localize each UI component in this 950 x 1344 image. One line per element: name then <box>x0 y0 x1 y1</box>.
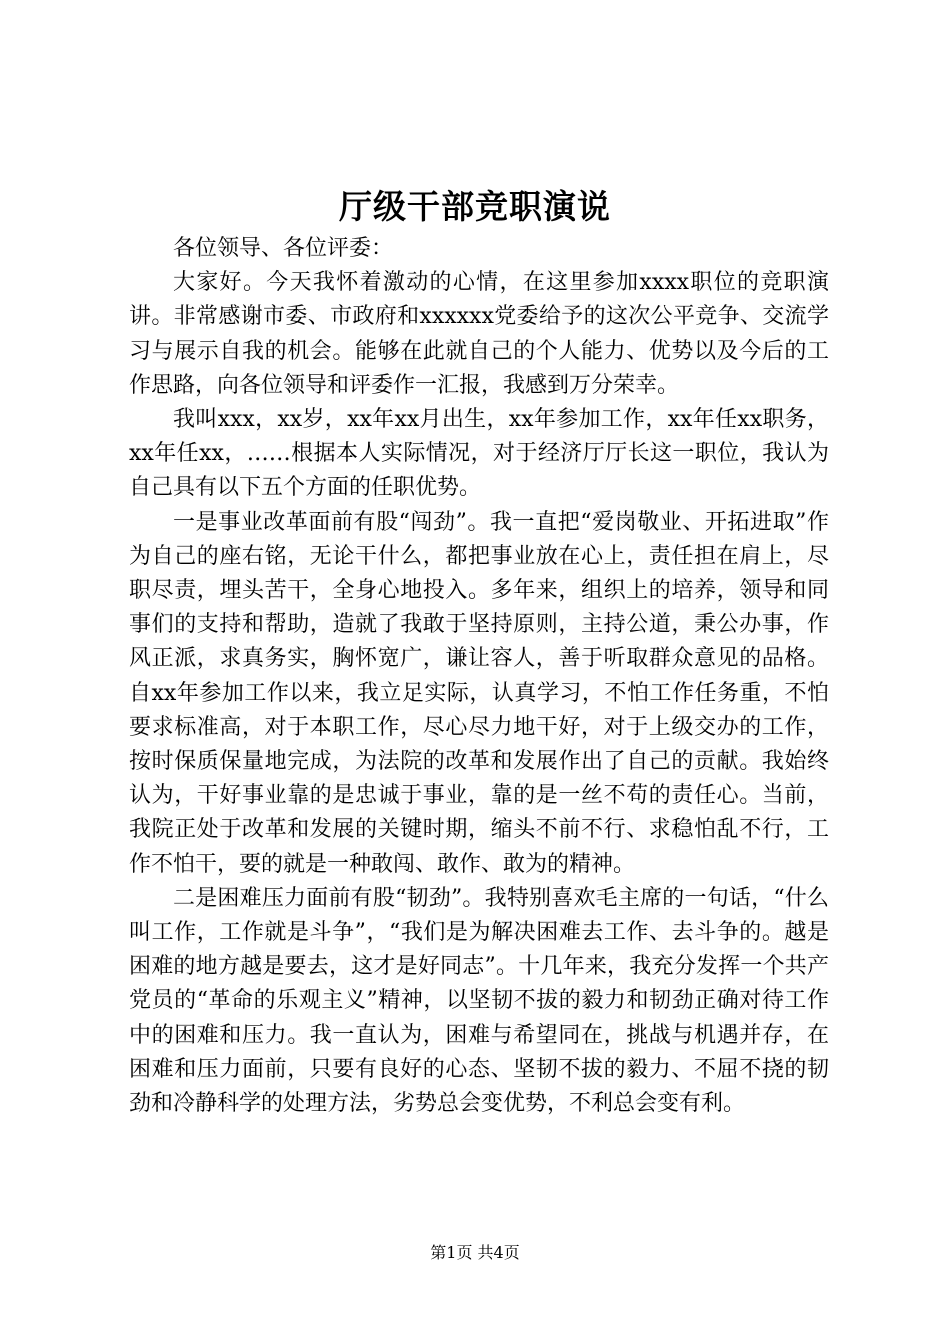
body-paragraph: 我叫xxx，xx岁，xx年xx月出生，xx年参加工作，xx年任xx职务，xx年任xx，……根据本人实际情况，对于经济厅厅长这一职位，我认为自己具有以下五个方面的任职优势。 <box>129 407 829 501</box>
document-body <box>129 232 829 1121</box>
document-title: 厅级干部竞职演说 <box>339 187 611 226</box>
body-paragraph: 大家好。今天我怀着激动的心情，在这里参加xxxx职位的竞职演讲。非常感谢市委、市政府和xxxxxx党委给予的这次公平竞争、交流学习与展示自我的机会。能够在此就自己的个人能力、优势以及今后的工作思路，向各位领导和评委作一汇报，我感到万分荣幸。 <box>129 270 829 398</box>
salutation-paragraph: 各位领导、各位评委： <box>173 236 394 261</box>
page-footer: 第1页 共4页 <box>430 1243 520 1262</box>
body-paragraph: 二是困难压力面前有股“韧劲”。我特别喜欢毛主席的一句话，“什么叫工作，工作就是斗争”，“我们是为解决困难去工作、去斗争的。越是困难的地方越是要去，这才是好同志”。十几年来，我充分发挥一个共产党员的“革命的乐观主义”精神，以坚韧不拔的毅力和韧劲正确对待工作中的困难和压力。我一直认为，困难与希望同在，挑战与机遇并存，在困难和压力面前，只要有良好的心态、坚韧不拔的毅力、不屈不挠的韧劲和冷静科学的处理方法，劣势总会变优势，不利总会变有利。 <box>129 885 829 1117</box>
body-paragraph: 一是事业改革面前有股“闯劲”。我一直把“爱岗敬业、开拓进取”作为自己的座右铭，无论干什么，都把事业放在心上，责任担在肩上，尽职尽责，埋头苦干，全身心地投入。多年来，组织上的培养，领导和同事们的支持和帮助，造就了我敢于坚持原则，主持公道，秉公办事，作风正派，求真务实，胸怀宽广，谦让容人，善于听取群众意见的品格。自xx年参加工作以来，我立足实际，认真学习，不怕工作任务重，不怕要求标准高，对于本职工作，尽心尽力地干好，对于上级交办的工作，按时保质保量地完成，为法院的改革和发展作出了自己的贡献。我始终认为，干好事业靠的是忠诚于事业，靠的是一丝不苟的责任心。当前，我院正处于改革和发展的关键时期，缩头不前不行、求稳怕乱不行，工作不怕干，要的就是一种敢闯、敢作、敢为的精神。 <box>129 509 829 877</box>
